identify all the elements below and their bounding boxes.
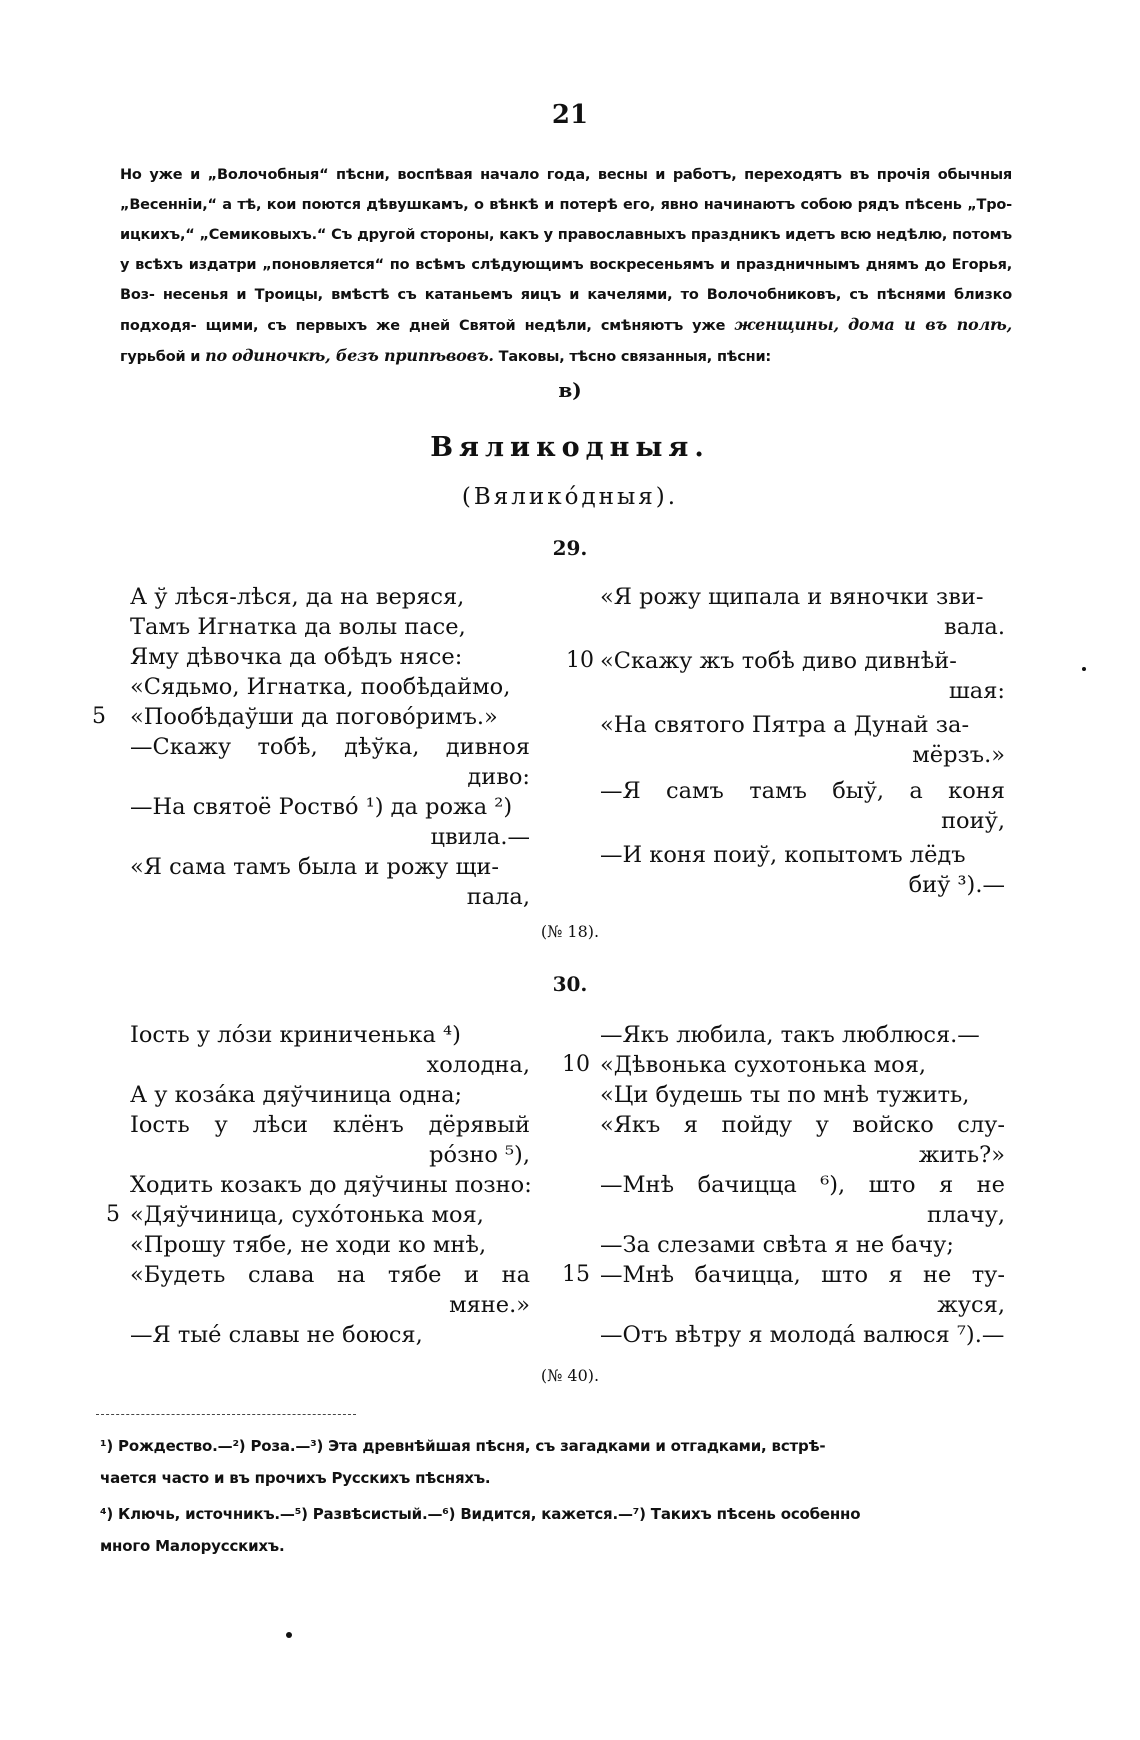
ink-dot: [1082, 667, 1086, 671]
page-number: 21: [551, 100, 589, 130]
verse-line: А ў лѣся-лѣся, да на веряся,: [130, 584, 465, 610]
verse-line: —Мнѣ бачицца, што я не ту-: [600, 1262, 1005, 1288]
verse-line: «Прошу тябе, не ходи ко мнѣ,: [130, 1232, 487, 1258]
intro-line-3: ицкихъ,“ „Семиковыхъ.“ Съ другой стороны, какъ у православныхъ праздникъ идетъ всю недѣлю, потомъ: [120, 227, 1012, 243]
verse-line: —Отъ вѣтру я молодá валюся ⁷).—: [600, 1322, 1005, 1348]
intro-italic-home-field: дома и въ полѣ,: [847, 315, 1012, 334]
footnote-line: чается часто и въ прочихъ Русскихъ пѣсняхъ.: [100, 1469, 491, 1487]
line-number: 5: [92, 704, 106, 729]
verse-line: мяне.»: [449, 1292, 530, 1318]
verse-line: «Ци будешь ты по мнѣ тужить,: [600, 1082, 970, 1108]
verse-line: «Скажу жъ тобѣ диво дивнѣй-: [600, 648, 957, 674]
verse-line: Іость у лóзи криниченька ⁴): [130, 1022, 461, 1048]
verse-line: Яму дѣвочка да обѣдъ нясе:: [130, 644, 463, 670]
section-title: Вяликодныя.: [430, 432, 710, 463]
intro-line-6-mid: гурьбой и: [120, 349, 201, 365]
verse-line: —Якъ любила, такъ люблюся.—: [600, 1022, 980, 1048]
line-number: 5: [106, 1202, 120, 1227]
section-letter: в): [558, 378, 582, 402]
verse-line: пала,: [466, 884, 530, 910]
footnote-rule: [96, 1414, 356, 1415]
verse-line: диво:: [467, 764, 530, 790]
intro-line-7-end: Таковы, тѣсно связанныя, пѣсни:: [498, 349, 772, 365]
intro-italic-alone: одиночкѣ, безъ припѣвовъ.: [231, 346, 494, 365]
verse-line: Іость у лѣси клёнъ дёрявый: [130, 1112, 530, 1138]
verse-line: А у козáка дяўчиница одна;: [130, 1082, 463, 1108]
verse-line: «На святого Пятра а Дунай за-: [600, 712, 970, 738]
footnote-line: ¹) Рождество.—²) Роза.—³) Эта древнѣйшая пѣсня, съ загадками и отгадками, встрѣ-: [100, 1437, 826, 1455]
song-30-reference: (№ 40).: [540, 1366, 600, 1385]
verse-line: —Мнѣ бачицца ⁶), што я не: [600, 1172, 1005, 1198]
verse-line: «Дяўчиница, сухóтонька моя,: [130, 1202, 484, 1228]
section-subtitle: (Вяликóдныя).: [461, 484, 679, 510]
verse-line: жуся,: [937, 1292, 1005, 1318]
verse-line: «Дѣвонька сухотонька моя,: [600, 1052, 927, 1078]
verse-line: —Я самъ тамъ быў, а коня: [600, 778, 1005, 804]
verse-line: «Якъ я пойду у войско слу-: [600, 1112, 1005, 1138]
footnote-line: много Малорусскихъ.: [100, 1537, 285, 1555]
verse-line: «Я сама тамъ была и рожу щи-: [130, 854, 500, 880]
intro-italic-po: по: [205, 346, 227, 365]
verse-line: шая:: [948, 678, 1005, 704]
footnote-line: ⁴) Ключь, источникъ.—⁵) Развѣсистый.—⁶) Видится, кажется.—⁷) Такихъ пѣсень особенно: [100, 1505, 861, 1523]
verse-line: —За слезами свѣта я не бачу;: [600, 1232, 954, 1258]
verse-line: —Скажу тобѣ, дѣўка, дивноя: [130, 734, 530, 760]
footnotes: [100, 1430, 1000, 1562]
intro-line-5: несенья и Троицы, вмѣстѣ съ катаньемъ яицъ и качелями, то Волочобниковъ, съ пѣснями близко подходя-: [120, 287, 1012, 334]
verse-line: Тамъ Игнатка да волы пасе,: [130, 614, 466, 640]
verse-line: «Сядьмо, Игнатка, пообѣдаймо,: [130, 674, 511, 700]
verse-line: биў ³).—: [908, 872, 1005, 898]
intro-italic-women: женщины,: [734, 315, 839, 334]
line-number: 10: [562, 1052, 590, 1077]
verse-line: Ходить козакъ до дяўчины позно:: [130, 1172, 532, 1198]
verse-line: рóзно ⁵),: [429, 1142, 530, 1168]
verse-line: «Будеть слава на тябе и на: [130, 1262, 530, 1288]
song-29-number: 29.: [552, 536, 588, 560]
verse-line: —И коня поиў, копытомъ лёдъ: [600, 842, 966, 868]
intro-line-2: „Весенніи,“ а тѣ, кои поются дѣвушкамъ, о вѣнкѣ и потерѣ его, явно начинаютъ собою рядъ пѣсень „Тро-: [120, 197, 1012, 213]
verse-line: «Пообѣдаўши да поговóримъ.»: [130, 704, 498, 730]
intro-line-1: Но уже и „Волочобныя“ пѣсни, воспѣвая начало года, весны и работъ, переходятъ въ прочія обычныя: [120, 167, 1012, 183]
intro-line-6-start: щими, съ первыхъ же дней Святой недѣли, смѣняютъ уже: [205, 318, 726, 334]
verse-line: —Я тыé славы не боюся,: [130, 1322, 423, 1348]
intro-paragraph: [120, 160, 1012, 372]
verse-line: холодна,: [426, 1052, 530, 1078]
verse-line: —На святоё Роствó ¹) да рожа ²): [130, 794, 513, 820]
line-number: 10: [566, 648, 594, 673]
song-30-number: 30.: [552, 972, 588, 996]
verse-line: жить?»: [918, 1142, 1005, 1168]
song-29-reference: (№ 18).: [540, 922, 600, 941]
verse-line: цвила.—: [430, 824, 530, 850]
verse-line: «Я рожу щипала и вяночки зви-: [600, 584, 984, 610]
verse-line: мёрзъ.»: [912, 742, 1005, 768]
ink-dot: [286, 1632, 292, 1638]
verse-line: вала.: [944, 614, 1005, 640]
verse-line: поиў,: [941, 808, 1005, 834]
intro-line-4: у всѣхъ издатри „поновляется“ по всѣмъ слѣдующимъ воскресеньямъ и праздничнымъ днямъ до Егорья, Воз-: [120, 257, 1012, 303]
verse-line: плачу,: [927, 1202, 1005, 1228]
line-number: 15: [562, 1262, 590, 1287]
